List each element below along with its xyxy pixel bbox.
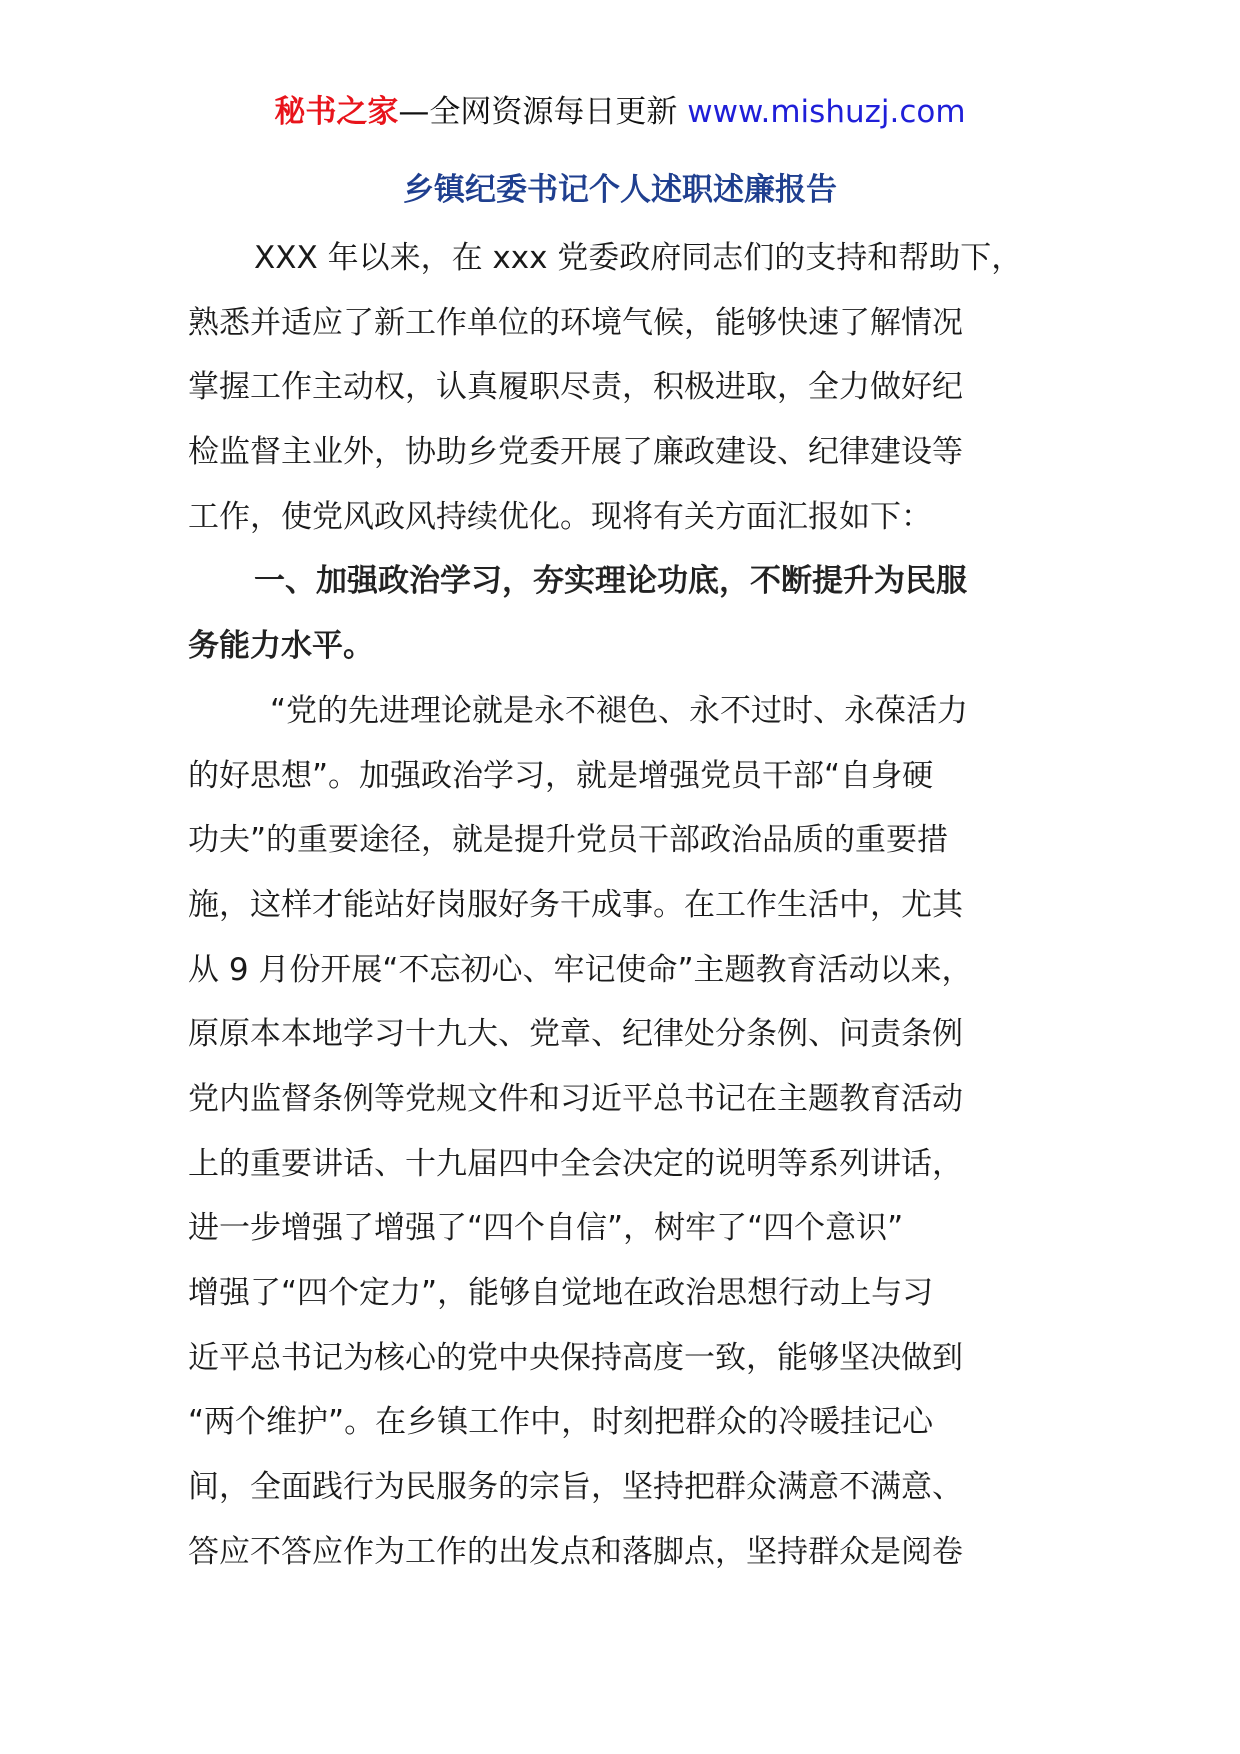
paragraph-line: 从 9 月份开展“不忘初心、牢记使命”主题教育活动以来， [188, 951, 973, 988]
paragraph-line: “两个维护”。在乡镇工作中，时刻把群众的冷暖挂记心 [188, 1404, 934, 1441]
document-body [188, 226, 1088, 1584]
paragraph-line: 增强了“四个定力”，能够自觉地在政治思想行动上与习 [188, 1275, 934, 1311]
section-heading-line: 务能力水平。 [188, 628, 374, 665]
site-brand: 秘书之家 [274, 94, 399, 130]
site-url-link[interactable]: www.mishuzj.com [687, 94, 966, 130]
paragraph-line: 检监督主业外，协助乡党委开展了廉政建设、纪律建设等 [188, 434, 963, 471]
paragraph-line: XXX 年以来，在 xxx 党委政府同志们的支持和帮助下， [254, 240, 1023, 276]
paragraph-line: 工作，使党风政风持续优化。现将有关方面汇报如下： [188, 498, 932, 535]
paragraph-line: “党的先进理论就是永不褪色、永不过时、永葆活力 [270, 692, 969, 729]
site-slogan: —全网资源每日更新 [398, 94, 678, 130]
section-heading-line: 一、加强政治学习，夯实理论功底，不断提升为民服 [254, 563, 967, 600]
paragraph-line: 原原本本地学习十九大、党章、纪律处分条例、问责条例 [188, 1016, 963, 1053]
paragraph-line: 间，全面践行为民服务的宗旨，坚持把群众满意不满意、 [188, 1469, 963, 1506]
paragraph-line: 的好思想”。加强政治学习，就是增强党员干部“自身硬 [188, 757, 934, 794]
site-header [0, 88, 1240, 136]
paragraph-line: 答应不答应作为工作的出发点和落脚点，坚持群众是阅卷 [188, 1533, 963, 1570]
paragraph-line: 进一步增强了增强了“四个自信”，树牢了“四个意识” [188, 1210, 904, 1247]
document-title: 乡镇纪委书记个人述职述廉报告 [403, 172, 837, 208]
paragraph-line: 熟悉并适应了新工作单位的环境气候，能够快速了解情况 [188, 304, 963, 341]
paragraph-line: 施，这样才能站好岗服好务干成事。在工作生活中，尤其 [188, 886, 963, 923]
paragraph-line: 掌握工作主动权，认真履职尽责，积极进取，全力做好纪 [188, 369, 963, 406]
paragraph-line: 党内监督条例等党规文件和习近平总书记在主题教育活动 [188, 1080, 963, 1117]
paragraph-line: 近平总书记为核心的党中央保持高度一致，能够坚决做到 [188, 1339, 963, 1376]
paragraph-line: 上的重要讲话、十九届四中全会决定的说明等系列讲话， [188, 1145, 963, 1182]
paragraph-line: 功夫”的重要途径，就是提升党员干部政治品质的重要措 [188, 822, 949, 859]
